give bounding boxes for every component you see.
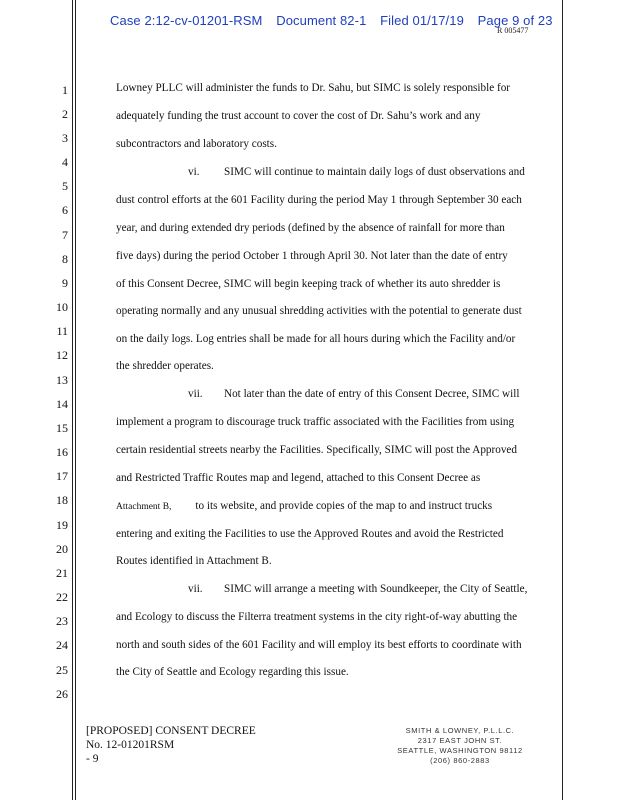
line-number: 19 (56, 518, 68, 532)
line-number: 9 (62, 276, 68, 290)
law-firm-block (390, 726, 530, 766)
line-number: 12 (56, 348, 68, 362)
line-number: 24 (56, 638, 68, 652)
body-line: the City of Seattle and Ecology regarding this issue. (116, 666, 349, 678)
line-number: 25 (56, 663, 68, 677)
body-text-span: Not later than the date of entry of this Consent Decree, SIMC will (224, 388, 520, 400)
footer-caption (86, 724, 256, 766)
body-line: the shredder operates. (116, 360, 214, 372)
body-line-with-attachment-ref (116, 499, 492, 514)
line-number: 13 (56, 373, 68, 387)
line-number: 5 (62, 179, 68, 193)
line-number: 1 (62, 83, 68, 97)
filed-date: Filed 01/17/19 (380, 13, 464, 28)
margin-rule-right (562, 0, 563, 800)
line-number: 2 (62, 107, 68, 121)
line-number: 20 (56, 542, 68, 556)
firm-phone: (206) 860-2883 (430, 756, 490, 765)
firm-address: 2317 EAST JOHN ST. (417, 736, 503, 745)
line-number: 16 (56, 445, 68, 459)
court-filing-header (110, 13, 553, 28)
line-number: 14 (56, 397, 68, 411)
document-number: Document 82-1 (276, 13, 367, 28)
body-line: year, and during extended dry periods (defined by the absence of rainfall for more than (116, 222, 505, 234)
body-line: operating normally and any unusual shredding activities with the potential to generate dust (116, 305, 522, 317)
line-number: 10 (56, 300, 68, 314)
margin-rule-left-outer (72, 0, 73, 800)
line-number: 8 (62, 252, 68, 266)
body-line: entering and exiting the Facilities to use the Approved Routes and avoid the Restricted (116, 528, 504, 540)
line-number: 4 (62, 155, 68, 169)
body-text-span: SIMC will continue to maintain daily logs of dust observations and (224, 166, 525, 178)
attachment-reference: Attachment B, (116, 502, 172, 512)
body-line: certain residential streets nearby the Facilities. Specifically, SIMC will post the Approved (116, 444, 517, 456)
footer-page-number: - 9 (86, 753, 99, 765)
paragraph-vii-first-line (188, 387, 519, 401)
footer-title: [PROPOSED] CONSENT DECREE (86, 725, 256, 737)
firm-city: SEATTLE, WASHINGTON 98112 (397, 746, 523, 755)
line-number: 23 (56, 614, 68, 628)
body-line: Lowney PLLC will administer the funds to Dr. Sahu, but SIMC is solely responsible for (116, 82, 511, 94)
body-line: dust control efforts at the 601 Facility during the period May 1 through September 30 each (116, 194, 522, 206)
bates-stamp: R 005477 (497, 26, 529, 35)
paragraph-number: vii. (188, 583, 203, 595)
paragraph-vi-first-line (188, 165, 525, 179)
body-line: subcontractors and laboratory costs. (116, 138, 277, 150)
paragraph-number: vii. (188, 388, 203, 400)
firm-name: SMITH & LOWNEY, P.L.L.C. (405, 726, 515, 735)
body-line: on the daily logs. Log entries shall be made for all hours during which the Facility and/or (116, 333, 516, 345)
line-number: 15 (56, 421, 68, 435)
body-line: and Restricted Traffic Routes map and legend, attached to this Consent Decree as (116, 472, 481, 484)
body-text-span: to its website, and provide copies of the map to and instruct trucks (195, 500, 493, 512)
line-number: 18 (56, 493, 68, 507)
line-number: 3 (62, 131, 68, 145)
body-line: adequately funding the trust account to cover the cost of Dr. Sahu’s work and any (116, 110, 481, 122)
line-number: 6 (62, 203, 68, 217)
body-line: five days) during the period October 1 through April 30. Not later than the date of entry (116, 250, 508, 262)
paragraph-number: vi. (188, 166, 200, 178)
paragraph-vii-second-first-line (188, 582, 527, 596)
body-line: Routes identified in Attachment B. (116, 555, 272, 567)
margin-rule-left-inner (75, 0, 76, 800)
line-number: 17 (56, 469, 68, 483)
case-number: Case 2:12-cv-01201-RSM (110, 13, 263, 28)
page-count: Page 9 of 23 (477, 13, 553, 28)
line-number: 26 (56, 687, 68, 701)
footer-case-number: No. 12-01201RSM (86, 739, 175, 751)
body-text-span: SIMC will arrange a meeting with Soundkeeper, the City of Seattle, (224, 583, 528, 595)
line-number: 7 (62, 228, 68, 242)
body-line: and Ecology to discuss the Filterra treatment systems in the city right-of-way abutting the (116, 611, 518, 623)
body-line: of this Consent Decree, SIMC will begin keeping track of whether its auto shredder is (116, 278, 501, 290)
line-number: 21 (56, 566, 68, 580)
body-line: implement a program to discourage truck traffic associated with the Facilities from using (116, 416, 515, 428)
line-number: 11 (56, 324, 68, 338)
body-line: north and south sides of the 601 Facility and will employ its best efforts to coordinate with (116, 639, 522, 651)
line-number: 22 (56, 590, 68, 604)
